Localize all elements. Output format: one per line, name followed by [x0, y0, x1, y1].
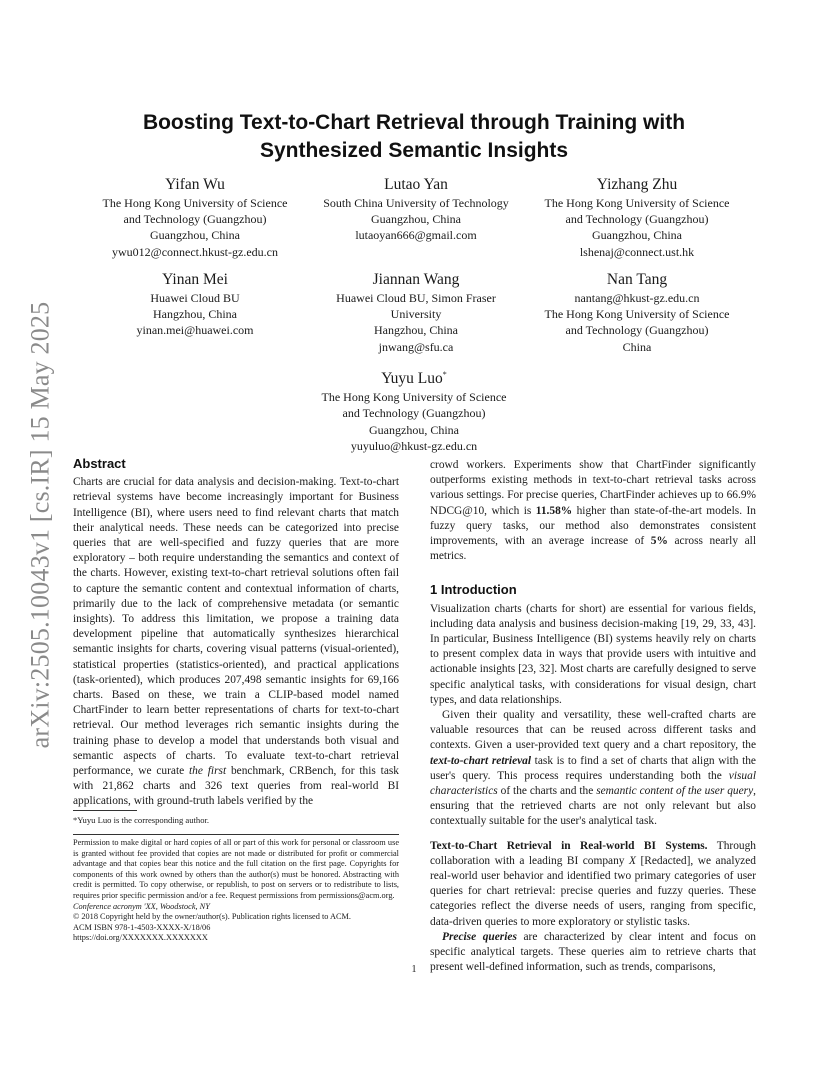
author-affiliation: The Hong Kong University of Science: [544, 307, 730, 322]
intro-paragraph-2: [430, 708, 756, 830]
abstract-text: Charts are crucial for data analysis and decision-making. Text-to-chart retrieval systems have become increasingly important for Business Intelligence (BI), where users need to find relevant charts that match their analytical needs. These needs can be categorized into precise queries that are well-specified and fuzzy queries that are more exploratory – both require understanding the semantics and context of the charts. However, existing text-to-chart retrieval solutions often fail to capture the semantic content and contextual information of charts, primarily due to the lack of comprehensive metadata (or semantic insights). To address this limitation, we propose a training data development pipeline that automatically synthesizes hierarchical semantic insights for charts, covering visual patterns (visual-oriented), statistical properties (statistics-oriented), and practical applications (task-oriented), which produces 207,498 semantic insights for 69,166 charts. Based on these, we train a CLIP-based model named ChartFinder to learn better representations of charts for text-to-chart retrieval. Our method leverages rich semantic insights during the training phase to develop a model that understands both visual and semantic aspects of charts. To evaluate text-to-chart retrieval performance, we curate: [73, 476, 399, 778]
conference-info: Conference acronym 'XX, Woodstock, NY: [73, 901, 210, 911]
author-name: Jiannan Wang: [372, 271, 460, 288]
fuzzy-improvement-value: 5%: [650, 535, 668, 548]
author-name: [300, 366, 528, 388]
author-block-yuyu-luo: [300, 366, 528, 454]
author-name-text: Yuyu Luo: [381, 370, 443, 388]
author-location: Hangzhou, China: [374, 323, 458, 338]
author-affiliation: Huawei Cloud BU: [150, 291, 240, 305]
paragraph-runin-heading: Text-to-Chart Retrieval in Real-world BI Systems.: [430, 839, 708, 852]
author-name: Yizhang Zhu: [596, 176, 678, 193]
corresponding-author-marker: *: [442, 370, 447, 379]
isbn-line: ACM ISBN 978-1-4503-XXXX-X/18/06: [73, 922, 211, 932]
title-line-2: Synthesized Semantic Insights: [259, 139, 569, 162]
intro-text: Given their quality and versatility, these well-crafted charts are valuable resources that can be reused across different tasks and contexts. Given a user-provided text query and a chart repository, the: [430, 709, 756, 752]
author-affiliation: The Hong Kong University of Science: [102, 196, 288, 210]
author-block-yinan-mei: [84, 271, 306, 339]
author-affiliation: and Technology (Guangzhou): [342, 406, 486, 421]
intro-text: Through collaboration with a leading BI company: [430, 839, 756, 867]
abstract-text-tail: benchmark, CRBench, for this task with 21,862 charts and 326 text queries from real-world BI applications, with ground-truth labels verified by the: [73, 765, 400, 808]
intro-text: , ensuring that the retrieved charts are not only relevant but also contextually suitable for the user's analytical task.: [430, 785, 756, 828]
author-location: Guangzhou, China: [371, 212, 461, 227]
author-affiliation: Huawei Cloud BU, Simon Fraser: [336, 291, 496, 305]
author-email[interactable]: ywu012@connect.hkust-gz.edu.cn: [111, 244, 278, 259]
author-affiliation: South China University of Technology: [323, 196, 509, 210]
author-location: Guangzhou, China: [150, 228, 240, 243]
author-email[interactable]: nantang@hkust-gz.edu.cn: [574, 291, 700, 305]
corresponding-author-footnote: *Yuyu Luo is the corresponding author.: [73, 815, 210, 825]
author-email[interactable]: yuyuluo@hkust-gz.edu.cn: [350, 438, 478, 453]
company-placeholder: X: [629, 854, 636, 867]
intro-paragraph-3: [430, 839, 756, 930]
intro-text: are characterized by clear intent and focus on specific analytical targets. These queries aim to retrieve charts that present well-defined information, such as trends, comparisons,: [430, 930, 756, 974]
author-block-yizhang-zhu: [526, 176, 748, 260]
author-email[interactable]: lutaoyan666@gmail.com: [355, 228, 477, 243]
footnote-divider: [73, 810, 137, 811]
precise-improvement-value: 11.58%: [535, 504, 573, 517]
doi-link[interactable]: https://doi.org/XXXXXXX.XXXXXXX: [73, 933, 208, 943]
arxiv-stamp-text: arXiv:2505.10043v1 [cs.IR] 15 May 2025: [25, 301, 54, 749]
author-name: Nan Tang: [606, 271, 668, 288]
abstract-text: across nearly all metrics.: [430, 535, 756, 563]
abstract-section: [73, 456, 399, 810]
author-name: Lutao Yan: [384, 176, 448, 193]
author-block-jiannan-wang: [306, 271, 526, 355]
author-location: China: [622, 339, 652, 354]
arxiv-identifier-stamp: [20, 285, 60, 765]
task-name-emphasis: text-to-chart retrieval: [430, 754, 532, 767]
author-block-lutao-yan: [306, 176, 526, 244]
intro-paragraph-1: Visualization charts (charts for short) are essential for various fields, including data analysis and business decision-making [19, 29, 33, 43]. In particular, Business Intelligence (BI) systems heavily rely on charts to present complex data in ways that provide users with intuitive and actionable insights [23, 32]. Most charts are carefully designed to serve specific analytical tasks, with considerations for visual design, chart types, and data relationships.: [430, 602, 756, 706]
title-line-1: Boosting Text-to-Chart Retrieval through Training with: [142, 111, 686, 134]
intro-paragraph-4: [430, 930, 756, 976]
author-affiliation: and Technology (Guangzhou): [123, 212, 267, 227]
author-email[interactable]: lshenaj@connect.ust.hk: [579, 244, 695, 259]
author-affiliation: The Hong Kong University of Science: [544, 196, 730, 210]
abstract-emphasis: the first: [189, 765, 227, 778]
right-column: [430, 458, 756, 976]
abstract-text: crowd workers. Experiments show that ChartFinder significantly outperforms existing methods in text-to-chart retrieval tasks across various settings. For precise queries, ChartFinder achieves up to 66.9% NDCG@10, which is: [430, 459, 756, 517]
intro-text: task is to find a set of charts that align with the user's query. This process requires understanding both the: [430, 754, 756, 782]
author-email[interactable]: jnwang@sfu.ca: [378, 339, 454, 354]
intro-text: [Redacted], we analyzed real-world user behavior and identified two primary categories of user queries for chart retrieval: precise queries and fuzzy queries. These categories reflect the diverse needs of users, ranging from specific, data-driven queries to more exploratory or stylistic tasks.: [430, 854, 756, 928]
author-block-nan-tang: [526, 271, 748, 355]
abstract-body: [73, 475, 399, 809]
introduction-heading: 1 Introduction: [430, 582, 517, 598]
author-affiliation: University: [390, 307, 442, 322]
intro-text: of the charts and the: [497, 785, 597, 798]
precise-queries-emphasis: Precise queries: [442, 930, 517, 943]
page-number: 1: [411, 964, 417, 975]
permission-divider: [73, 834, 399, 835]
author-affiliation: The Hong Kong University of Science: [321, 390, 507, 405]
copyright-line: © 2018 Copyright held by the owner/author(s). Publication rights licensed to ACM.: [73, 912, 351, 922]
author-location: Guangzhou, China: [369, 422, 459, 437]
author-affiliation: and Technology (Guangzhou): [565, 212, 709, 227]
acm-permission-block: [73, 838, 399, 944]
author-location: Hangzhou, China: [153, 307, 237, 322]
abstract-continued: [430, 458, 756, 564]
abstract-text: higher than state-of-the-art models. In fuzzy query tasks, our method also demonstrates consistent improvements, with an average increase of: [430, 504, 756, 548]
paper-title: [90, 109, 738, 165]
author-affiliation: and Technology (Guangzhou): [565, 323, 709, 338]
author-name: Yifan Wu: [165, 176, 225, 193]
author-location: Guangzhou, China: [592, 228, 682, 243]
intro-emphasis: visual characteristics: [430, 769, 756, 798]
author-block-yifan-wu: [84, 176, 306, 260]
author-name: Yinan Mei: [162, 271, 228, 288]
permission-text: Permission to make digital or hard copies of all or part of this work for personal or classroom use is granted without fee provided that copies are not made or distributed for profit or commercial advantage and that copies bear this notice and the full citation on the first page. Copyrights for components of this work owned by others than the author(s) must be honored. Abstracting with credit is permitted. To copy otherwise, or republish, to post on servers or to redistribute to lists, requires prior specific permission and/or a fee. Request permissions from permissions@acm.org.: [73, 838, 399, 900]
abstract-heading: Abstract: [73, 456, 126, 471]
author-email[interactable]: yinan.mei@huawei.com: [136, 323, 254, 338]
intro-emphasis: semantic content of the user query: [596, 785, 754, 798]
